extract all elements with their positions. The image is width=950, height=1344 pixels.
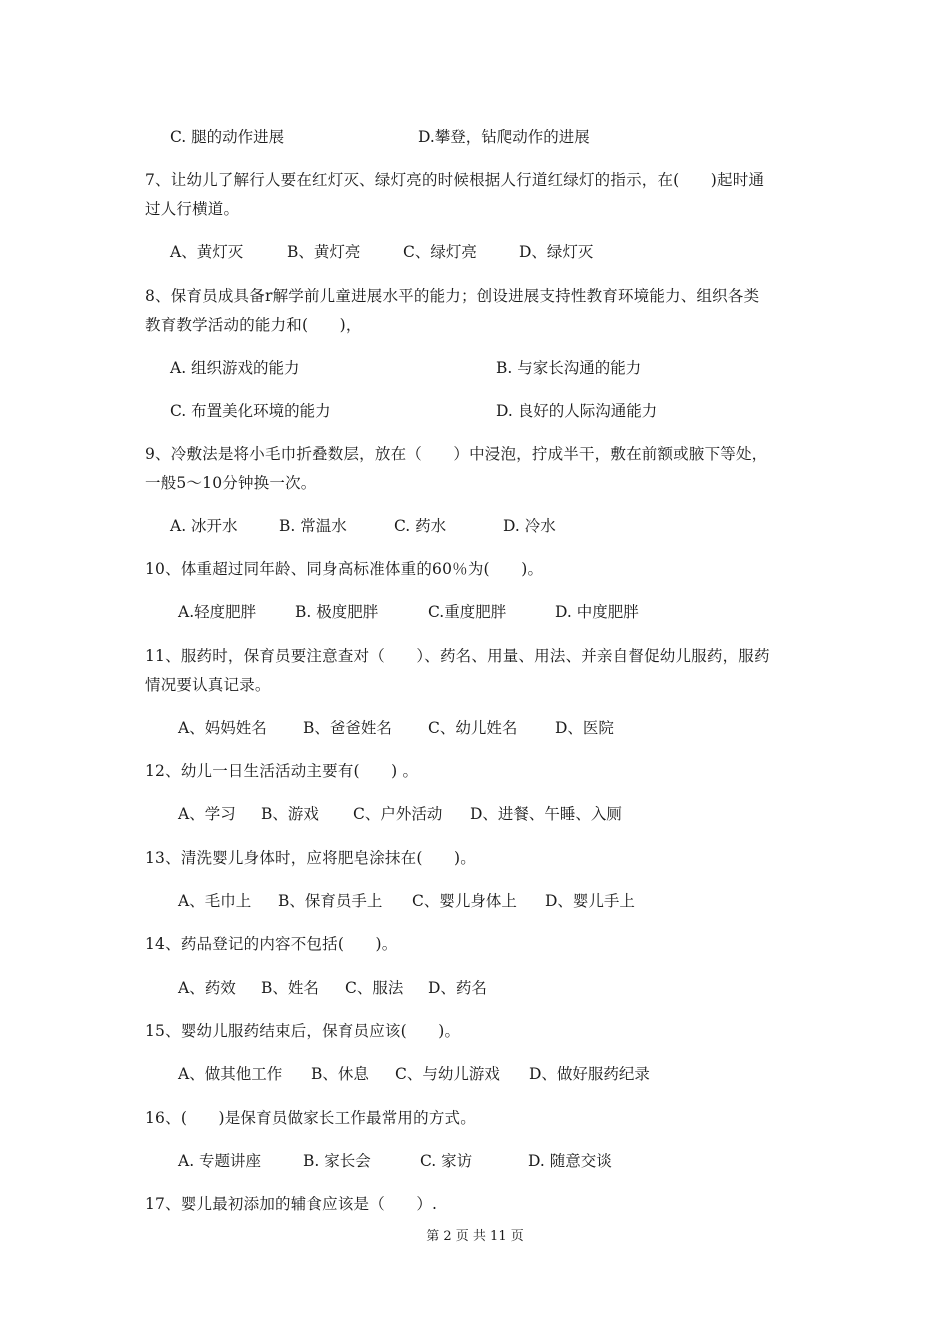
q13-text-line1: 13、清洗婴儿身体时，应将肥皂涂抹在( )。 <box>145 849 476 867</box>
q14-option-a: A、药效 <box>178 979 236 997</box>
q7-option-b: B、黄灯亮 <box>287 243 361 261</box>
q15-option-c: C、与幼儿游戏 <box>395 1065 500 1083</box>
q16-option-b: B. 家长会 <box>303 1152 371 1170</box>
q12-text-line1: 12、幼儿一日生活活动主要有( ) 。 <box>145 762 419 780</box>
q8-text-line2: 教育教学活动的能力和( )， <box>145 316 362 334</box>
q12-option-d: D、进餐、午睡、入厕 <box>470 805 622 823</box>
page-number-footer: 第 2 页 共 11 页 <box>426 1229 524 1244</box>
q14-option-c: C、服法 <box>345 979 404 997</box>
q6-option-c: C. 腿的动作进展 <box>170 128 285 146</box>
q11-option-d: D、医院 <box>555 719 614 737</box>
q13-option-a: A、毛巾上 <box>178 892 252 910</box>
q15-option-a: A、做其他工作 <box>178 1065 283 1083</box>
q8-option-a: A. 组织游戏的能力 <box>170 359 300 377</box>
q11-option-c: C、幼儿姓名 <box>428 719 518 737</box>
q10-option-c: C.重度肥胖 <box>428 603 507 621</box>
q8-text-line1: 8、保育员成具备r解学前儿童进展水平的能力；创设进展支持性教育环境能力、组织各类 <box>145 287 760 305</box>
q15-text-line1: 15、婴幼儿服药结束后，保育员应该( )。 <box>145 1022 461 1040</box>
q7-option-d: D、绿灯灭 <box>519 243 594 261</box>
q7-option-a: A、黄灯灭 <box>170 243 244 261</box>
q10-option-a: A.轻度肥胖 <box>178 603 257 621</box>
q11-option-b: B、爸爸姓名 <box>303 719 392 737</box>
q8-option-d: D. 良好的人际沟通能力 <box>496 402 658 420</box>
q16-option-c: C. 家访 <box>420 1152 473 1170</box>
q12-option-b: B、游戏 <box>261 805 319 823</box>
q10-option-d: D. 中度肥胖 <box>555 603 639 621</box>
q10-text-line1: 10、体重超过同年龄、同身高标准体重的60％为( )。 <box>145 560 544 578</box>
q16-option-a: A. 专题讲座 <box>178 1152 262 1170</box>
q10-option-b: B. 极度肥胖 <box>295 603 379 621</box>
q9-option-a: A. 冰开水 <box>170 517 238 535</box>
q7-option-c: C、绿灯亮 <box>403 243 477 261</box>
q9-text-line1: 9、冷敷法是将小毛巾折叠数层，放在（ ）中浸泡，拧成半干，敷在前额或腋下等处， <box>145 445 768 463</box>
q9-option-c: C. 药水 <box>394 517 447 535</box>
q14-option-b: B、姓名 <box>261 979 319 997</box>
q8-option-c: C. 布置美化环境的能力 <box>170 402 331 420</box>
q12-option-c: C、户外活动 <box>353 805 443 823</box>
q9-text-line2: 一般5～10分钟换一次。 <box>145 474 317 492</box>
q17-text-line1: 17、婴儿最初添加的辅食应该是（ ）. <box>145 1195 438 1213</box>
q7-text-line1: 7、让幼儿了解行人要在红灯灭、绿灯亮的时候根据人行道红绿灯的指示，在( )起时通 <box>145 171 765 189</box>
q15-option-d: D、做好服药纪录 <box>529 1065 650 1083</box>
q13-option-c: C、婴儿身体上 <box>412 892 517 910</box>
q13-option-d: D、婴儿手上 <box>545 892 635 910</box>
q13-option-b: B、保育员手上 <box>278 892 383 910</box>
q11-text-line2: 情况要认真记录。 <box>145 676 271 694</box>
q9-option-d: D. 冷水 <box>503 517 556 535</box>
q15-option-b: B、休息 <box>311 1065 369 1083</box>
q7-text-line2: 过人行横道。 <box>145 200 240 218</box>
q12-option-a: A、学习 <box>178 805 236 823</box>
q14-text-line1: 14、药品登记的内容不包括( )。 <box>145 935 398 953</box>
q11-option-a: A、妈妈姓名 <box>178 719 267 737</box>
q16-text-line1: 16、( )是保育员做家长工作最常用的方式。 <box>145 1109 476 1127</box>
q9-option-b: B. 常温水 <box>279 517 347 535</box>
q16-option-d: D. 随意交谈 <box>528 1152 612 1170</box>
q14-option-d: D、药名 <box>428 979 487 997</box>
q6-option-d: D.攀登，钻爬动作的进展 <box>418 128 590 146</box>
q8-option-b: B. 与家长沟通的能力 <box>496 359 642 377</box>
q11-text-line1: 11、服药时，保育员要注意查对（ ）、药名、用量、用法、并亲自督促幼儿服药，服药 <box>145 647 770 665</box>
